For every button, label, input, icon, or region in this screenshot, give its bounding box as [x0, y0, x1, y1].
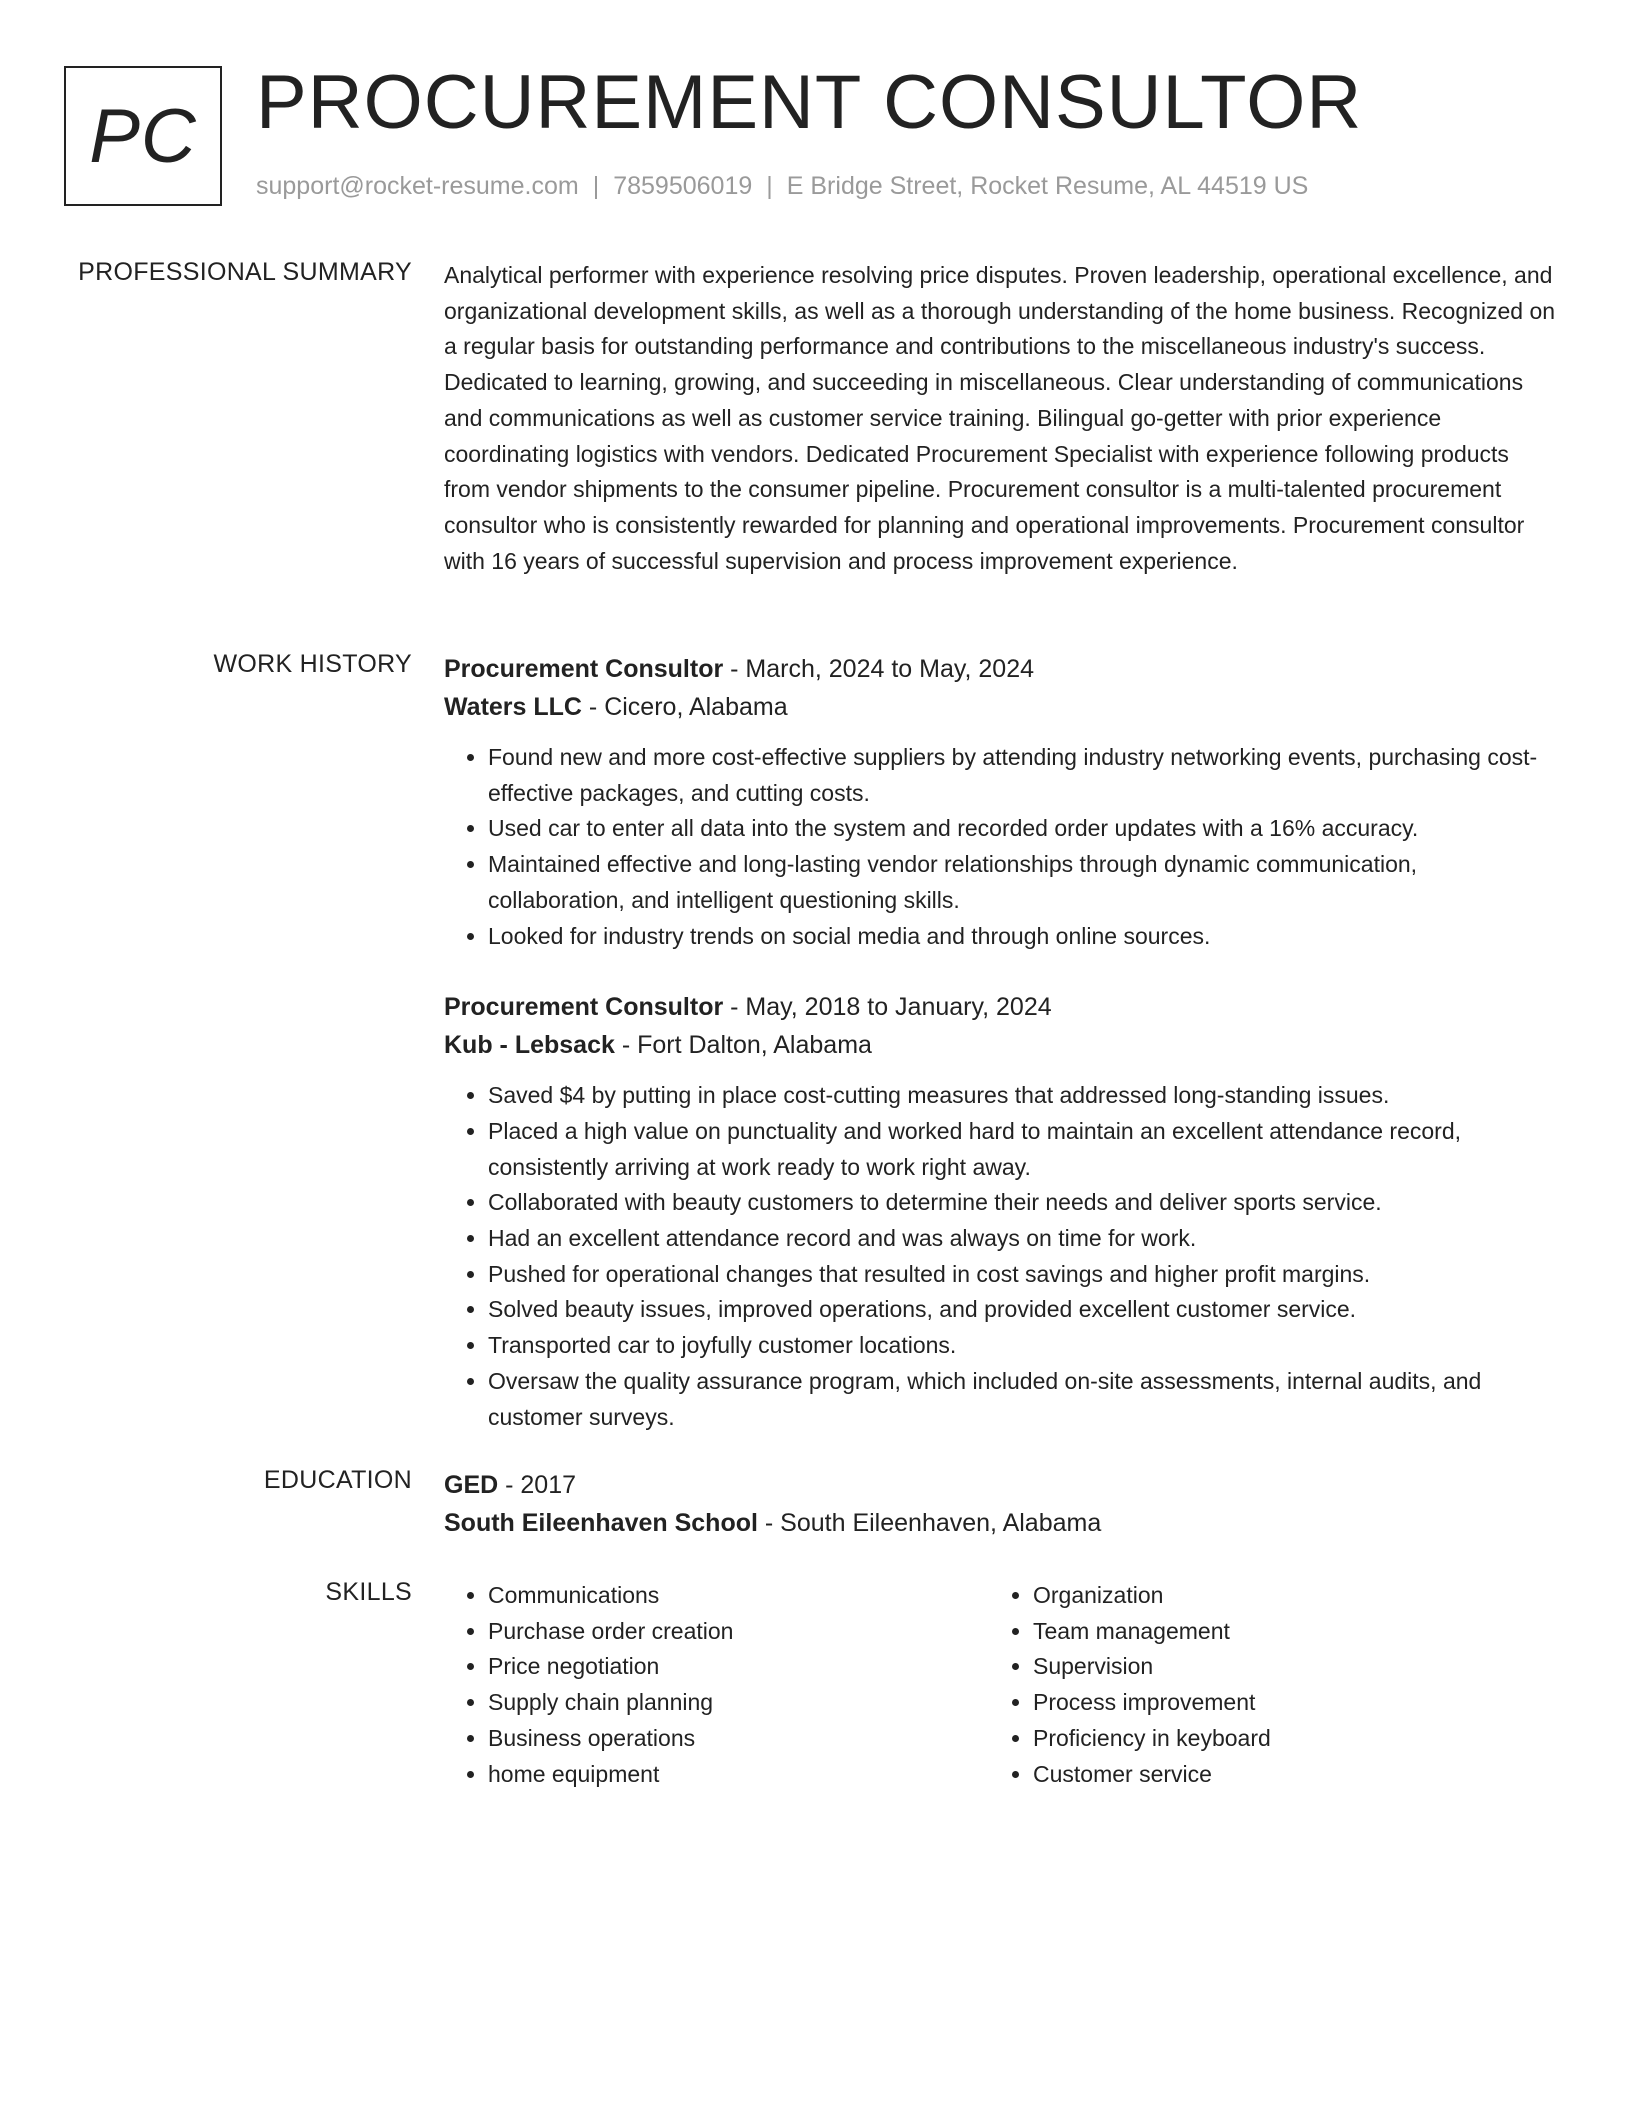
contact-email: support@rocket-resume.com [256, 172, 579, 200]
education-heading: EDUCATION [263, 1466, 412, 1494]
monogram-logo [64, 66, 222, 206]
education-school: South Eileenhaven School [444, 1509, 758, 1537]
job-bullet: • Pushed for operational changes that resulted in cost savings and higher profit margins. [488, 1257, 1560, 1293]
job-title: Procurement Consultor [444, 655, 724, 683]
job-bullet: • Placed a high value on punctuality and worked hard to maintain an excellent attendance record, consistently arriving at work ready to work right away. [488, 1114, 1560, 1185]
job-bullet: • Maintained effective and long-lasting vendor relationships through dynamic communication, collaboration, and intelligent questioning skills. [488, 847, 1560, 918]
skill-item: • Process improvement [1033, 1685, 1534, 1721]
job-bullet: • Had an excellent attendance record and was always on time for work. [488, 1221, 1560, 1257]
job-company: Waters LLC [444, 693, 582, 721]
skill-item: • Business operations [488, 1721, 989, 1757]
resume-title: PROCUREMENT CONSULTOR [256, 60, 1363, 145]
education-degree-line [444, 1466, 1560, 1504]
skill-item: • Supply chain planning [488, 1685, 989, 1721]
skills-list [444, 1578, 989, 1792]
skills-list [989, 1578, 1534, 1792]
job-location: - Cicero, Alabama [581, 693, 788, 721]
work-history-body [444, 650, 1560, 1435]
job-bullet: • Transported car to joyfully customer locations. [488, 1328, 1560, 1364]
job-dates: - March, 2024 to May, 2024 [723, 655, 1035, 683]
education-year: - 2017 [498, 1471, 577, 1499]
skill-item: • home equipment [488, 1757, 989, 1793]
job-bullet-list [444, 1078, 1560, 1435]
skill-item: • Communications [488, 1578, 989, 1614]
education-location: - South Eileenhaven, Alabama [757, 1509, 1102, 1537]
job-bullet: • Solved beauty issues, improved operations, and provided excellent customer service. [488, 1292, 1560, 1328]
contact-separator: | [766, 172, 773, 200]
skills-heading: SKILLS [325, 1578, 412, 1606]
monogram-text: PC [89, 93, 197, 179]
education-body [444, 1466, 1560, 1542]
job-title-line [444, 988, 1560, 1026]
job-title-line [444, 650, 1560, 688]
job-entry [444, 988, 1560, 1435]
job-company-line [444, 688, 1560, 726]
skill-item: • Proficiency in keyboard [1033, 1721, 1534, 1757]
skill-item: • Organization [1033, 1578, 1534, 1614]
job-entry [444, 650, 1560, 954]
job-bullet: • Looked for industry trends on social media and through online sources. [488, 919, 1560, 955]
job-bullet: • Found new and more cost-effective suppliers by attending industry networking events, purchasing cost-effective packages, and cutting costs. [488, 740, 1560, 811]
skills-column-right [989, 1578, 1534, 1792]
contact-address: E Bridge Street, Rocket Resume, AL 44519 US [786, 172, 1309, 200]
job-company-line [444, 1026, 1560, 1064]
contact-phone: 7859506019 [613, 172, 753, 200]
skill-item: • Price negotiation [488, 1649, 989, 1685]
job-bullet-list [444, 740, 1560, 954]
skill-item: • Purchase order creation [488, 1614, 989, 1650]
contact-separator: | [592, 172, 600, 200]
job-bullet: • Oversaw the quality assurance program, which included on-site assessments, internal audits, and customer surveys. [488, 1364, 1560, 1435]
job-bullet: • Used car to enter all data into the system and recorded order updates with a 16% accuracy. [488, 811, 1560, 847]
job-company: Kub - Lebsack [444, 1031, 615, 1060]
summary-body [444, 258, 1560, 579]
summary-heading: PROFESSIONAL SUMMARY [78, 258, 412, 286]
skill-item: • Customer service [1033, 1757, 1534, 1793]
education-degree: GED [444, 1471, 499, 1499]
education-school-line [444, 1504, 1560, 1542]
skills-columns [444, 1578, 1560, 1792]
skill-item: • Team management [1033, 1614, 1534, 1650]
job-bullet: • Collaborated with beauty customers to determine their needs and deliver sports service. [488, 1185, 1560, 1221]
skills-body [444, 1578, 1560, 1792]
job-bullet: • Saved $4 by putting in place cost-cutting measures that addressed long-standing issues. [488, 1078, 1560, 1114]
summary-paragraph: Analytical performer with experience resolving price disputes. Proven leadership, operational excellence, and organizational development skills, as well as a thorough understanding of the home business. Recognized on a regular basis for outstanding performance and contributions to the miscellaneous industry's success. Dedicated to learning, growing, and succeeding in miscellaneous. Clear understanding of communications and communications as well as customer service training. Bilingual go-getter with prior experience coordinating logistics with vendors. Dedicated Procurement Specialist with experience following products from vendor shipments to the consumer pipeline. Procurement consultor is a multi-talented procurement consultor who is consistently rewarded for planning and operational improvements. Procurement consultor with 16 years of successful supervision and process improvement experience. [444, 262, 1556, 574]
job-location: - Fort Dalton, Alabama [614, 1031, 872, 1060]
contact-line [256, 172, 1308, 201]
skill-item: • Supervision [1033, 1649, 1534, 1685]
job-title: Procurement Consultor [444, 993, 724, 1022]
job-dates: - May, 2018 to January, 2024 [723, 993, 1052, 1022]
skills-column-left [444, 1578, 989, 1792]
work-history-heading: WORK HISTORY [213, 650, 412, 678]
